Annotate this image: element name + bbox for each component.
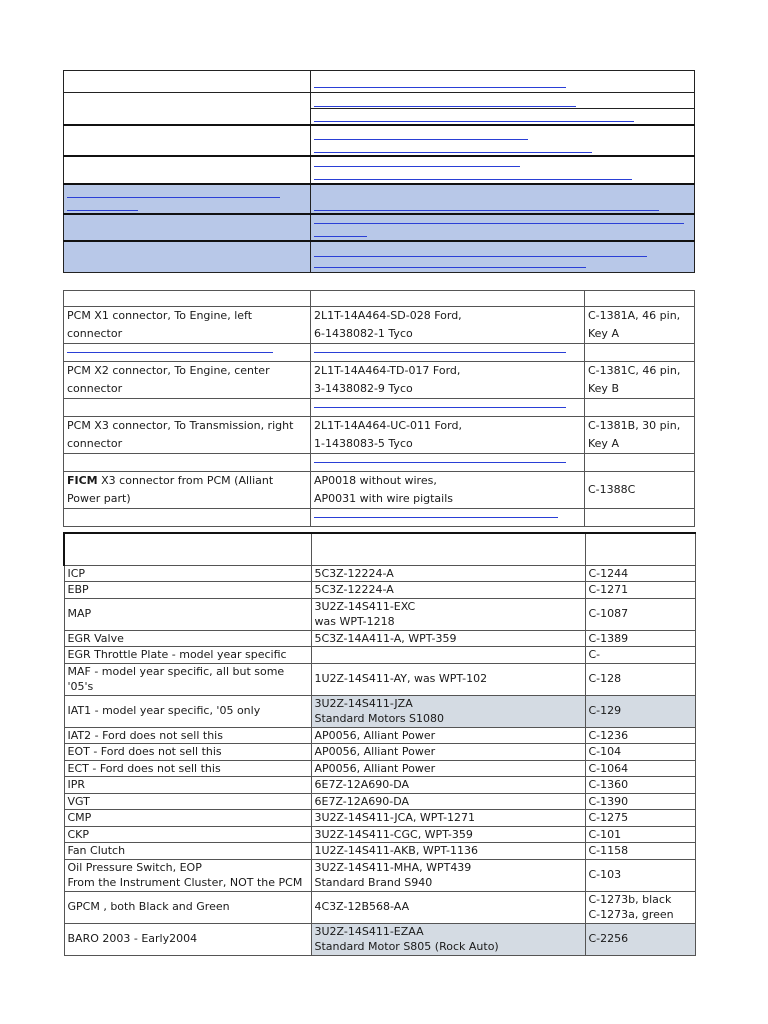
connector-id: C-1236 (588, 728, 629, 742)
connector-id: C-1158 (588, 844, 629, 857)
part-number: Standard Motors S1080 (314, 712, 445, 725)
part-number: AP0056, Alliant Power (314, 728, 436, 742)
part-number: Standard Motor S805 (Rock Auto) (314, 940, 499, 953)
connector-id: C-101 (588, 827, 622, 841)
sensor-name: Fan Clutch (67, 844, 126, 857)
part-number: 5C3Z-12224-A (314, 566, 394, 580)
sensor-name: EGR Valve (67, 631, 124, 645)
connector-id: C-104 (588, 745, 622, 758)
table-row (64, 777, 695, 794)
connector-id: C-103 (588, 868, 622, 882)
part-number: 3U2Z-14S411-JZA (314, 696, 413, 710)
table-row (64, 663, 695, 695)
sensor-name: GPCM , both Black and Green (67, 900, 230, 914)
sensor-name: ECT - Ford does not sell this (67, 761, 221, 775)
table-row (64, 826, 695, 843)
part-number: AP0031 with wire pigtails (314, 492, 453, 505)
part-number: 2L1T-14A464-TD-017 Ford, (314, 364, 461, 377)
table-row (64, 362, 695, 399)
table-row (64, 859, 695, 891)
table-row (64, 93, 695, 109)
table-row (64, 344, 695, 362)
link[interactable] (314, 210, 659, 211)
connector-id: C- (588, 648, 601, 661)
table-row (64, 125, 695, 156)
part-number: 3U2Z-14S411-JCA, WPT-1271 (314, 811, 476, 824)
part-number: AP0018 without wires, (314, 474, 437, 487)
part-number: 6E7Z-12A690-DA (314, 794, 410, 808)
sensor-name: ICP (67, 566, 86, 580)
part-number: 5C3Z-14A411-A, WPT-359 (314, 631, 457, 645)
part-number: 5C3Z-12224-A (314, 583, 394, 596)
part-number: was WPT-1218 (314, 615, 395, 628)
link[interactable] (314, 139, 528, 140)
table-row (64, 793, 695, 810)
connector-id: C-1275 (588, 811, 629, 824)
part-number (315, 647, 582, 663)
link[interactable] (314, 517, 558, 518)
sensor-name: IAT2 - Ford does not sell this (67, 728, 223, 742)
sensor-name: VGT (67, 794, 90, 808)
connector-name: PCM X3 connector, To Transmission, right connector (64, 417, 311, 454)
table-row (64, 417, 695, 454)
sensor-name: BARO 2003 - Early2004 (67, 932, 198, 946)
part-number: 1U2Z-14S411-AKB, WPT-1136 (314, 844, 479, 857)
connector-id: C-1360 (588, 778, 629, 791)
connector-id: C-1273a, green (588, 908, 674, 921)
connector-id: C-1064 (588, 761, 629, 775)
part-number: 2L1T-14A464-SD-028 Ford, (314, 309, 462, 322)
table-row (64, 923, 695, 955)
connector-name: PCM X1 connector, To Engine, left connector (64, 307, 311, 344)
link[interactable] (314, 166, 520, 167)
table-row (64, 810, 695, 827)
table-row (64, 509, 695, 527)
connector-id: C-1087 (588, 607, 629, 621)
sensor-name: MAP (67, 607, 92, 621)
part-number: Standard Brand S940 (314, 876, 433, 889)
table-row (64, 71, 695, 93)
table-row (64, 454, 695, 472)
link[interactable] (314, 407, 566, 408)
connector-id: C-1390 (588, 794, 629, 808)
sensor-name: EGR Throttle Plate - model year specific (67, 648, 287, 661)
part-number: 3U2Z-14S411-EZAA (314, 924, 424, 938)
connector-id: C-1244 (588, 566, 629, 580)
connector-id: C-1271 (588, 583, 629, 596)
connector-id: C-1381B, 30 pin, Key A (585, 417, 695, 454)
sensor-name: MAF - model year specific, all but some '05's (67, 664, 285, 693)
connector-id: C-1389 (588, 631, 629, 645)
sensor-name: IPR (67, 778, 86, 791)
table-row (64, 744, 695, 761)
part-number: 3U2Z-14S411-MHA, WPT439 (314, 860, 472, 874)
sensor-name: CKP (67, 827, 90, 841)
connector-id: C-2256 (588, 932, 629, 946)
table-row (64, 472, 695, 509)
sensor-table (63, 532, 696, 956)
connector-id: C-1273b, black (588, 892, 672, 906)
table-row (64, 214, 695, 241)
connector-id: C-1388C (585, 472, 695, 509)
link[interactable] (314, 87, 566, 88)
part-number: 6E7Z-12A690-DA (314, 778, 410, 791)
link[interactable] (67, 352, 273, 353)
link[interactable] (314, 152, 592, 153)
table-row (64, 307, 695, 344)
table-row (64, 291, 695, 307)
table-row (64, 565, 695, 582)
table-row (64, 533, 695, 565)
part-number: 1U2Z-14S411-AY, was WPT-102 (314, 672, 488, 686)
connector-table (63, 290, 695, 527)
table-row (64, 598, 695, 630)
sensor-name: EBP (67, 583, 89, 596)
connector-name: PCM X2 connector, To Engine, center connector (64, 362, 311, 399)
link[interactable] (314, 236, 367, 237)
sensor-name: From the Instrument Cluster, NOT the PCM (67, 876, 303, 889)
part-number: AP0056, Alliant Power (314, 745, 436, 758)
table-row (64, 156, 695, 184)
link[interactable] (314, 179, 632, 180)
part-number: 2L1T-14A464-UC-011 Ford, (314, 419, 462, 432)
table-row (64, 184, 695, 214)
link[interactable] (314, 267, 586, 268)
table-row (64, 760, 695, 777)
table-row (64, 891, 695, 923)
link[interactable] (314, 121, 634, 122)
table-row (64, 241, 695, 273)
link[interactable] (314, 256, 647, 257)
part-number: 3-1438082-9 Tyco (314, 382, 413, 395)
table-row (64, 727, 695, 744)
table-row (64, 630, 695, 647)
part-number: 1-1438083-5 Tyco (314, 437, 413, 450)
link[interactable] (67, 197, 280, 198)
link[interactable] (314, 223, 684, 224)
link[interactable] (314, 106, 576, 107)
link[interactable] (67, 210, 138, 211)
links-table (63, 70, 695, 273)
connector-name: FICM X3 connector from PCM (Alliant Power part) (64, 472, 311, 509)
connector-id: C-129 (588, 704, 622, 718)
link[interactable] (314, 352, 566, 353)
part-number: 3U2Z-14S411-CGC, WPT-359 (314, 827, 473, 841)
sensor-name: IAT1 - model year specific, '05 only (67, 704, 261, 718)
sensor-name: CMP (67, 811, 92, 824)
sensor-name: Oil Pressure Switch, EOP (67, 860, 202, 874)
table-row (64, 695, 695, 727)
part-number: 3U2Z-14S411-EXC (314, 599, 416, 613)
connector-id: C-1381A, 46 pin, Key A (585, 307, 695, 344)
part-number: AP0056, Alliant Power (314, 761, 436, 775)
table-row (64, 399, 695, 417)
sensor-name: EOT - Ford does not sell this (67, 745, 222, 758)
link[interactable] (314, 462, 566, 463)
connector-id: C-128 (588, 672, 622, 686)
table-row (64, 647, 695, 664)
table-row (64, 843, 695, 860)
part-number: 6-1438082-1 Tyco (314, 327, 413, 340)
part-number: 4C3Z-12B568-AA (314, 900, 410, 914)
table-row (64, 582, 695, 599)
connector-id: C-1381C, 46 pin, Key B (585, 362, 695, 399)
